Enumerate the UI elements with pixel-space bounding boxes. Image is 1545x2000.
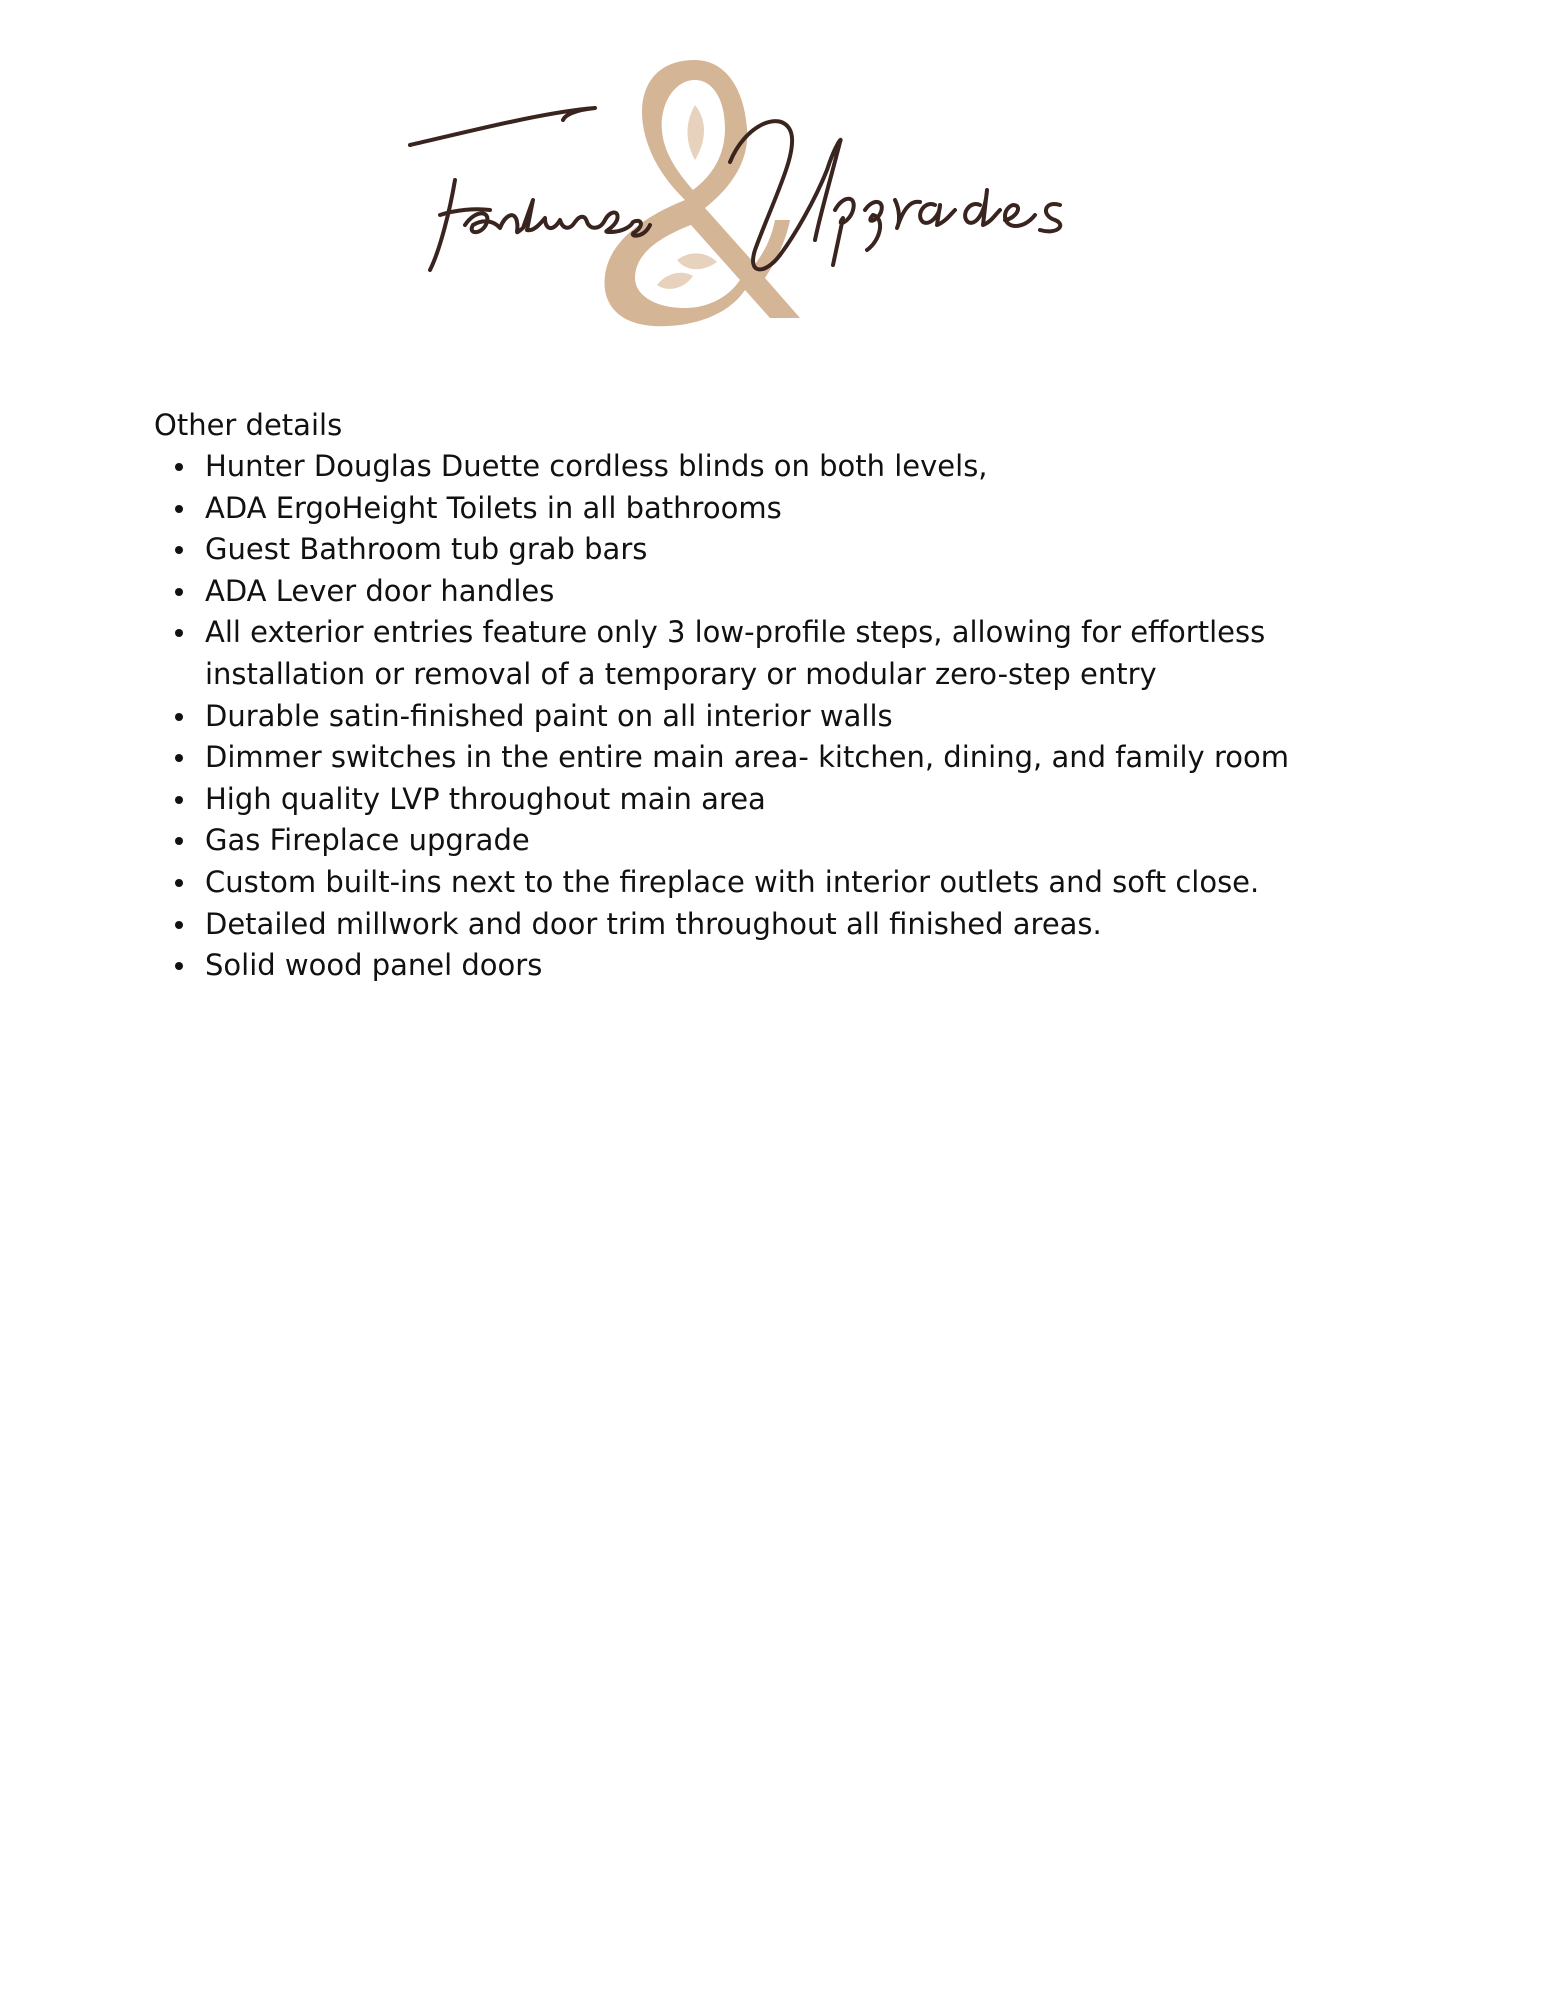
list-item: Dimmer switches in the entire main area- kitchen, dining, and family room (205, 737, 1404, 779)
list-item: Solid wood panel doors (205, 945, 1404, 987)
list-item: Gas Fireplace upgrade (205, 820, 1404, 862)
ampersand-mark (605, 60, 800, 326)
details-list (154, 446, 1404, 987)
features-upgrades-logo (395, 50, 1115, 330)
list-item: ADA Lever door handles (205, 571, 1404, 613)
list-item: Hunter Douglas Duette cordless blinds on both levels, (205, 446, 1404, 488)
list-item: High quality LVP throughout main area (205, 779, 1404, 821)
list-item: Durable satin-finished paint on all interior walls (205, 696, 1404, 738)
details-section (154, 404, 1404, 987)
section-title: Other details (154, 408, 343, 442)
list-item: Guest Bathroom tub grab bars (205, 529, 1404, 571)
list-item: All exterior entries feature only 3 low-profile steps, allowing for effortless installation or removal of a temporary or modular zero-step entry (205, 612, 1404, 695)
list-item: Custom built-ins next to the fireplace with interior outlets and soft close. (205, 862, 1404, 904)
list-item: Detailed millwork and door trim throughout all finished areas. (205, 904, 1404, 946)
list-item: ADA ErgoHeight Toilets in all bathrooms (205, 488, 1404, 530)
